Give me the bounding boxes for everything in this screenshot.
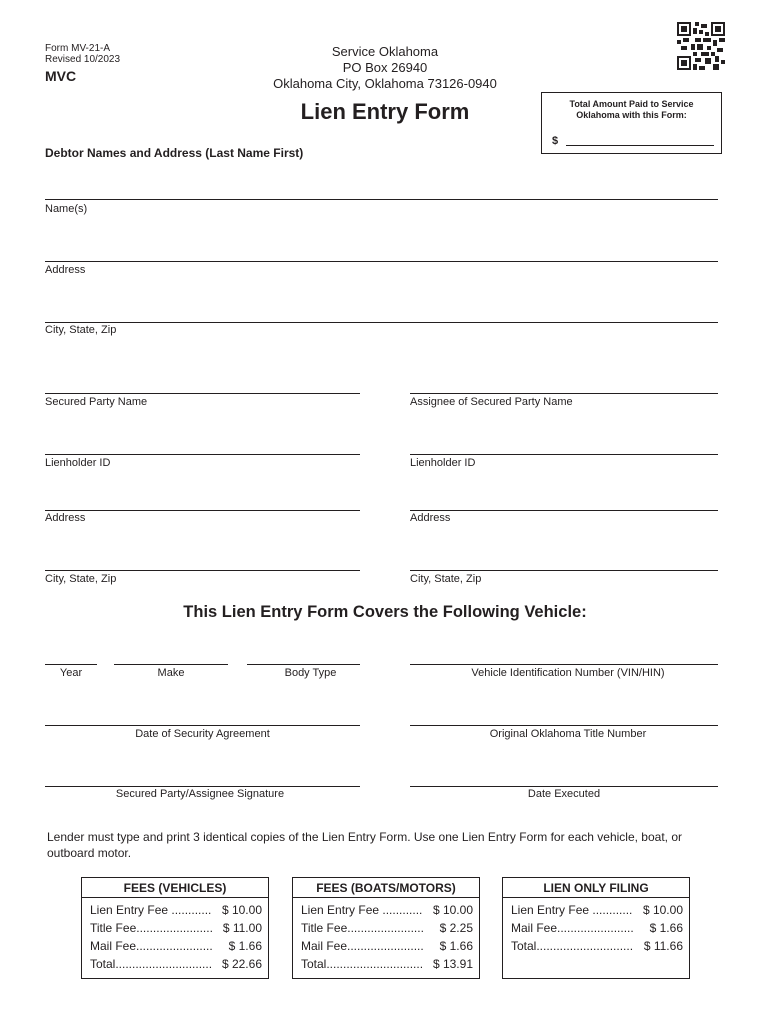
- secured-party-city-label: City, State, Zip: [45, 573, 117, 585]
- debtor-section-heading: Debtor Names and Address (Last Name First): [45, 146, 304, 160]
- fees-vehicles-table: [81, 877, 269, 979]
- total-paid-box: [541, 92, 722, 154]
- title-number-label: Original Oklahoma Title Number: [489, 728, 647, 740]
- fee-amount: $ 11.00: [222, 921, 262, 935]
- total-paid-label-line2: Oklahoma with this Form:: [576, 110, 687, 120]
- fee-amount: $ 11.66: [643, 939, 683, 953]
- debtor-names-field[interactable]: [45, 199, 718, 200]
- fee-name: Total.............................: [511, 939, 634, 953]
- fee-name: Total.............................: [301, 957, 424, 971]
- total-paid-label-line1: Total Amount Paid to Service: [569, 99, 694, 109]
- agency-po-box: PO Box 26940: [342, 60, 428, 75]
- fee-amount: $ 1.66: [439, 939, 473, 953]
- division-code: MVC: [45, 68, 77, 84]
- fee-amount: $ 10.00: [432, 903, 473, 917]
- fees-boats-title: FEES (BOATS/MOTORS): [293, 878, 479, 898]
- assignee-address-field[interactable]: [410, 510, 718, 511]
- fee-name: Title Fee.......................: [301, 921, 424, 935]
- secured-party-city-field[interactable]: [45, 570, 360, 571]
- debtor-city-label: City, State, Zip: [45, 324, 117, 336]
- debtor-names-label: Name(s): [45, 203, 88, 215]
- fee-amount: $ 13.91: [432, 957, 473, 971]
- signature-label: Secured Party/Assignee Signature: [115, 788, 285, 800]
- vehicle-vin-label: Vehicle Identification Number (VIN/HIN): [471, 667, 665, 679]
- debtor-city-field[interactable]: [45, 322, 718, 323]
- currency-symbol: $: [552, 135, 559, 147]
- agency-address: [250, 44, 520, 92]
- assignee-city-label: City, State, Zip: [410, 573, 482, 585]
- form-number: Form MV-21-A: [45, 43, 111, 54]
- debtor-address-field[interactable]: [45, 261, 718, 262]
- instructions-text: Lender must type and print 3 identical copies of the Lien Entry Form. Use one Lien Entry Form for each vehicle, boat, or outboard motor.: [47, 830, 682, 860]
- fees-boats-table: [292, 877, 480, 979]
- fee-amount: $ 1.66: [228, 939, 262, 953]
- total-paid-label: [542, 99, 721, 121]
- secured-party-name-field[interactable]: [45, 393, 360, 394]
- fee-amount: $ 2.25: [439, 921, 473, 935]
- fee-amount: $ 10.00: [642, 903, 683, 917]
- vehicle-make-label: Make: [157, 667, 185, 679]
- fees-lien-only-title: LIEN ONLY FILING: [503, 878, 689, 898]
- fee-name: Lien Entry Fee ............: [511, 903, 633, 917]
- agency-city: Oklahoma City, Oklahoma 73126-0940: [273, 76, 497, 91]
- assignee-address-label: Address: [410, 512, 451, 524]
- fees-lien-only-table: [502, 877, 690, 979]
- fee-name: Mail Fee.......................: [90, 939, 213, 953]
- secured-party-address-field[interactable]: [45, 510, 360, 511]
- total-paid-field[interactable]: [566, 145, 714, 146]
- assignee-lienholder-id-label: Lienholder ID: [410, 457, 476, 469]
- fees-vehicles-title: FEES (VEHICLES): [82, 878, 268, 898]
- secured-party-address-label: Address: [45, 512, 86, 524]
- fee-amount: $ 1.66: [649, 921, 683, 935]
- title-number-field[interactable]: [410, 725, 718, 726]
- assignee-lienholder-id-field[interactable]: [410, 454, 718, 455]
- secured-party-name-label: Secured Party Name: [45, 396, 148, 408]
- fee-name: Lien Entry Fee ............: [90, 903, 212, 917]
- fee-amount: $ 10.00: [221, 903, 262, 917]
- fee-amount: $ 22.66: [221, 957, 262, 971]
- vehicle-body-type-label: Body Type: [284, 667, 337, 679]
- page-title: Lien Entry Form: [300, 99, 470, 124]
- fee-name: Mail Fee.......................: [301, 939, 424, 953]
- assignee-city-field[interactable]: [410, 570, 718, 571]
- vehicle-body-type-field[interactable]: [247, 664, 360, 665]
- vehicle-year-label: Year: [59, 667, 83, 679]
- debtor-address-label: Address: [45, 264, 86, 276]
- date-executed-field[interactable]: [410, 786, 718, 787]
- fee-name: Mail Fee.......................: [511, 921, 634, 935]
- security-agreement-date-label: Date of Security Agreement: [135, 728, 270, 740]
- vehicle-vin-field[interactable]: [410, 664, 718, 665]
- fee-name: Lien Entry Fee ............: [301, 903, 423, 917]
- secured-party-lienholder-id-field[interactable]: [45, 454, 360, 455]
- revision-date: Revised 10/2023: [45, 54, 121, 65]
- agency-name: Service Oklahoma: [331, 44, 439, 59]
- vehicle-section-heading: This Lien Entry Form Covers the Following Vehicle:: [183, 603, 587, 621]
- vehicle-year-field[interactable]: [45, 664, 97, 665]
- assignee-name-field[interactable]: [410, 393, 718, 394]
- vehicle-make-field[interactable]: [114, 664, 228, 665]
- security-agreement-date-field[interactable]: [45, 725, 360, 726]
- fee-name: Title Fee.......................: [90, 921, 213, 935]
- date-executed-label: Date Executed: [527, 788, 601, 800]
- fee-name: Total.............................: [90, 957, 213, 971]
- signature-field[interactable]: [45, 786, 360, 787]
- assignee-name-label: Assignee of Secured Party Name: [410, 396, 573, 408]
- secured-party-lienholder-id-label: Lienholder ID: [45, 457, 111, 469]
- qr-code-icon: [677, 22, 725, 70]
